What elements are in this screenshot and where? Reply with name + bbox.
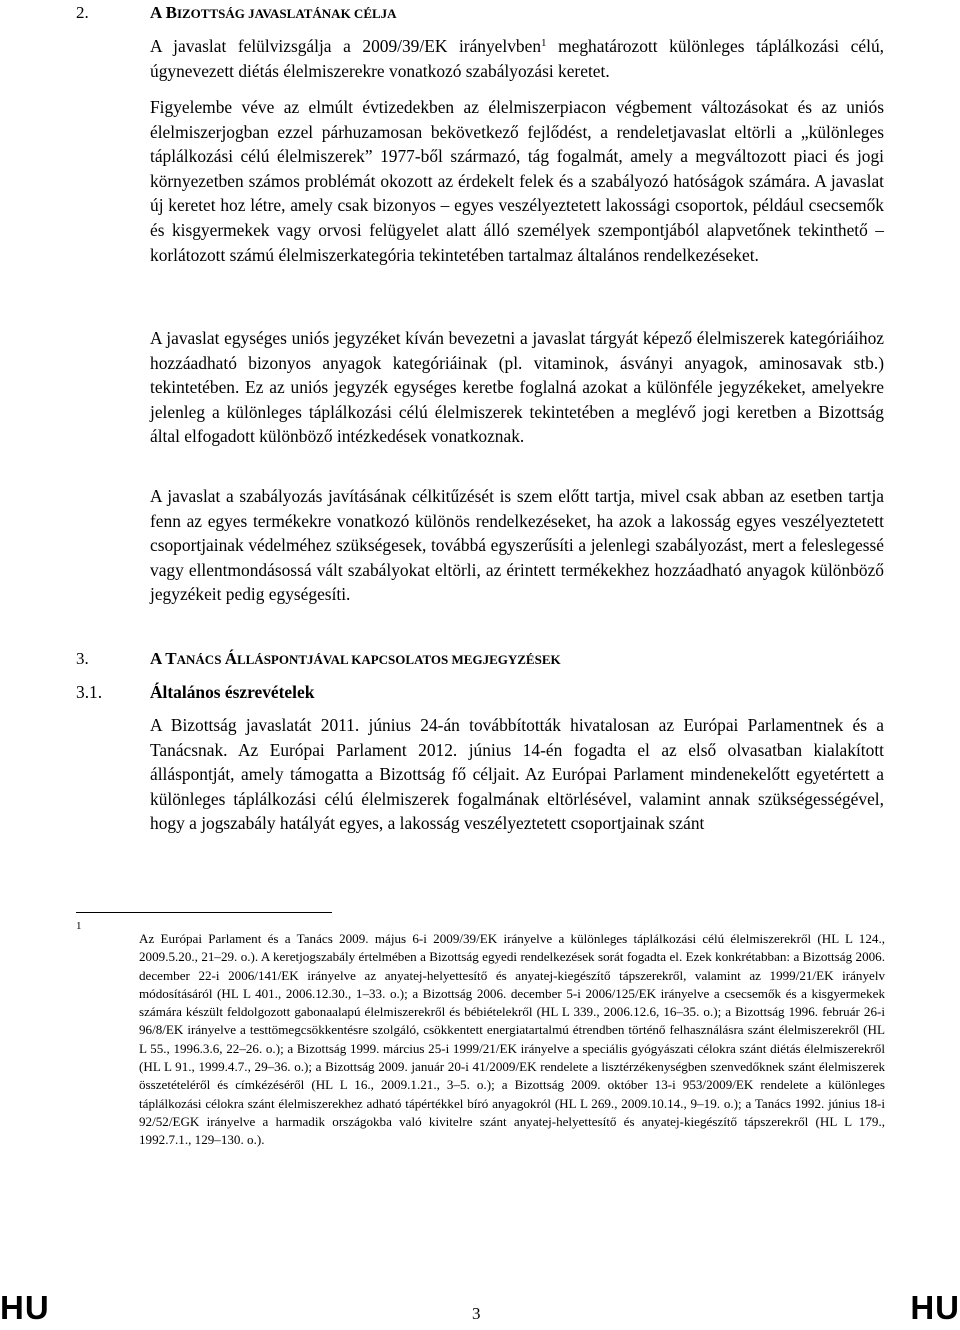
section-3-1-number: 3.1. [76,682,103,702]
footnote-separator [76,912,332,913]
section-2-paragraph-4: A javaslat a szabályozás javításának célkitűzését is szem előtt tartja, mivel csak abban az esetben tartja fenn az egyes termékekre vonatkozó különös rendelkezéseket, ha azok a lakosság egyes veszélyeztetett csoportjainak védelméhez szükségesek, továbbá egyszerűsíti a jelenlegi szabályozást, mert a feleslegessé vagy ellentmondásossá vált szabályokat eltörli, az érintett termékekhez hozzáadható anyagok különböző jegyzékeit pedig egységesíti. [150,486,884,605]
footnote-reference-1[interactable]: 1 [541,37,547,49]
section-3-1-paragraph: A Bizottság javaslatát 2011. június 24-án továbbították hivatalosan az Európai Parlamentnek és a Tanácsnak. Az Európai Parlament 2012. június 14-én fogadta el az első olvasatban kialakított álláspontját, amely támogatta a Bizottság fő céljait. Az Európai Parlament mindenekelőtt egyetértett a különleges táplálkozási célú élelmiszerek fogalmának eltörlésével, valamint annak szükségességével, hogy a jogszabály hatályát egyes, a lakosság veszélyeztetett csoportjainak szánt [150,715,884,834]
section-2-paragraph-3: A javaslat egységes uniós jegyzéket kíván bevezetni a javaslat tárgyát képező élelmiszerek kategóriáihoz hozzáadható bizonyos anyagok kategóriáinak (pl. vitaminok, ásványi anyagok, aminosavak stb.) tekintetében. Ez az uniós jegyzék egységes keretbe foglalná azokat a különféle jegyzékeket, amelyekre jelenleg a különleges táplálkozási célú élelmiszerek tekintetében a meglévő jogi keretben a Bizottság által elfogadott különböző intézkedések vonatkoznak. [150,328,884,447]
footer-language-right: HU [910,1289,960,1326]
footnote-text: Az Európai Parlament és a Tanács 2009. május 6-i 2009/39/EK irányelve a különleges táplálkozási célú élelmiszerekről (HL L 124., 2009.5.20., 21–29. o.). A keretjogszabály értelmében a Bizottság egyedi rendelkezések sorát fogadta el. Ezek konkrétabban: a Bizottság 2006. december 22-i 2006/141/EK irányelve az anyatej-helyettesítő és anyatej-kiegészítő tápszerekről, valamint az 1999/21/EK irányelv módosításáról (HL L 401., 2006.12.30., 1–33. o.); a Bizottság 2006. december 5-i 2006/125/EK irányelve a csecsemők és a kisgyermekek számára készült feldolgozott gabonaalapú élelmiszerekről és bébiételekről (HL L 339., 2006.12.6, 16–35. o.); a Bizottság 1996. február 26-i 96/8/EK irányelve a testtömegcsökkentésre szolgáló, csökkentett energiatartalmú étrendben történő felhasználásra szánt élelmiszerekről (HL L 55., 1996.3.6, 22–26. o.); a Bizottság 1999. március 25-i 1999/21/EK irányelve a speciális gyógyászati célokra szánt diétás élelmiszerekről (HL L 91., 1999.4.7., 29–36. o.); a Bizottság 2009. január 20-i 41/2009/EK rendelete a lisztérzékenységben szenvedőknek szánt élelmiszerek összetételéről és címkézéséről (HL L 16., 2009.1.21., 3–5. o.); a Bizottság 2009. október 13-i 953/2009/EK rendelete a különleges táplálkozási célokra szánt élelmiszerekhez adható tápértékkel bíró anyagokról (HL L 269., 2009.10.14., 9–19. o.); a Tanács 1992. június 18-i 92/52/EGK irányelve a harmadik országokba való kivitelre szánt anyatej-helyettesítő és anyatej-kiegészítő tápszerekről (HL L 179., 1992.7.1., 129–130. o.). [139,931,885,1148]
footnote-marker: 1 [76,920,82,932]
section-2-number: 2. [76,3,89,22]
section-2-paragraph-2: Figyelembe véve az elmúlt évtizedekben az élelmiszerpiacon végbement változásokat és az uniós élelmiszerjogban ezzel párhuzamosan bekövetkező fejlődést, a rendeletjavaslat eltörli a „különleges táplálkozási célú élelmiszerek” 1977-ből származó, tág fogalmát, amely a megváltozott piaci és jogi környezetben számos problémát okozott az érdekelt felek és a szabályozó hatóságok számára. A javaslat új keretet hoz létre, amely csak bizonyos – egyes veszélyeztetett lakossági csoportok, például csecsemők és kisgyermekek vagy orvosi felügyelet alatt álló személyek szempontjából alapvetőnek tekinthető – korlátozott számú élelmiszerkategória tekintetében tartalmaz általános rendelkezéseket. [150,97,884,265]
section-3-number: 3. [76,649,89,668]
page-number: 3 [472,1304,481,1323]
section-2-title: A BIZOTTSÁG JAVASLATÁNAK CÉLJA [150,3,397,22]
section-3-1-title: Általános észrevételek [150,682,315,702]
section-3-title: A TANÁCS ÁLLÁSPONTJÁVAL KAPCSOLATOS MEGJEGYZÉSEK [150,649,561,668]
footer-language-left: HU [0,1289,50,1326]
section-2-paragraph-1: A javaslat felülvizsgálja a 2009/39/EK irányelvben$^1$ meghatározott különleges táplálkozási célú, úgynevezett diétás élelmiszerekre vonatkozó szabályozási keretet. [150,36,884,81]
